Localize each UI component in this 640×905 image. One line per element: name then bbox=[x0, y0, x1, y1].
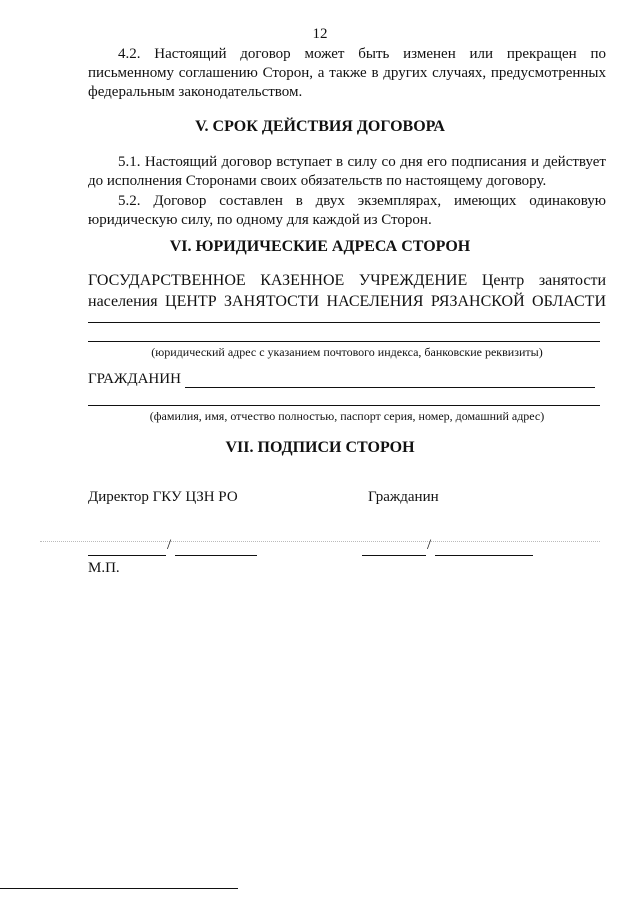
page-number: 12 bbox=[312, 26, 328, 42]
director-name-line bbox=[175, 555, 257, 556]
clause-5-1: 5.1. Настоящий договор вступает в силу со дня его подписания и действует до исполнения Сторонами своих обязательств по настоящему договору. bbox=[88, 154, 606, 189]
footer-rule bbox=[0, 888, 238, 889]
stamp-label: М.П. bbox=[88, 560, 120, 576]
section-6-title: VI. ЮРИДИЧЕСКИЕ АДРЕСА СТОРОН bbox=[169, 238, 471, 255]
citizen-signature-line bbox=[362, 555, 426, 556]
citizen-name-line bbox=[435, 555, 533, 556]
section-5-title: V. СРОК ДЕЙСТВИЯ ДОГОВОРА bbox=[195, 118, 445, 135]
citizen-caption: (фамилия, имя, отчество полностью, паспорт серия, номер, домашний адрес) bbox=[149, 409, 545, 423]
clause-5-2: 5.2. Договор составлен в двух экземплярах, имеющих одинаковую юридическую силу, по одному для каждой из Сторон. bbox=[88, 193, 606, 228]
director-signature-slash: / bbox=[167, 537, 172, 553]
organization-name: ГОСУДАРСТВЕННОЕ КАЗЕННОЕ УЧРЕЖДЕНИЕ Центр занятости населения ЦЕНТР ЗАНЯТОСТИ НАСЕЛЕНИЯ РЯЗАНСКОЙ ОБЛАСТИ bbox=[88, 272, 606, 310]
scan-artifact-line bbox=[40, 541, 600, 542]
citizen-line-2 bbox=[88, 405, 600, 406]
address-line-2 bbox=[88, 341, 600, 342]
citizen-signature-slash: / bbox=[427, 537, 432, 553]
director-signature-line bbox=[88, 555, 166, 556]
address-caption: (юридический адрес с указанием почтового индекса, банковские реквизиты) bbox=[151, 345, 543, 359]
director-label: Директор ГКУ ЦЗН РО bbox=[88, 489, 238, 505]
citizen-label: ГРАЖДАНИН bbox=[88, 371, 181, 387]
section-7-title: VII. ПОДПИСИ СТОРОН bbox=[225, 439, 415, 456]
clause-4-2: 4.2. Настоящий договор может быть изменен или прекращен по письменному соглашению Сторон, а также в других случаях, предусмотренных федеральным законодательством. bbox=[88, 46, 606, 100]
citizen-line-1 bbox=[185, 387, 595, 388]
address-line-1 bbox=[88, 322, 600, 323]
citizen-signature-label: Гражданин bbox=[368, 489, 439, 505]
